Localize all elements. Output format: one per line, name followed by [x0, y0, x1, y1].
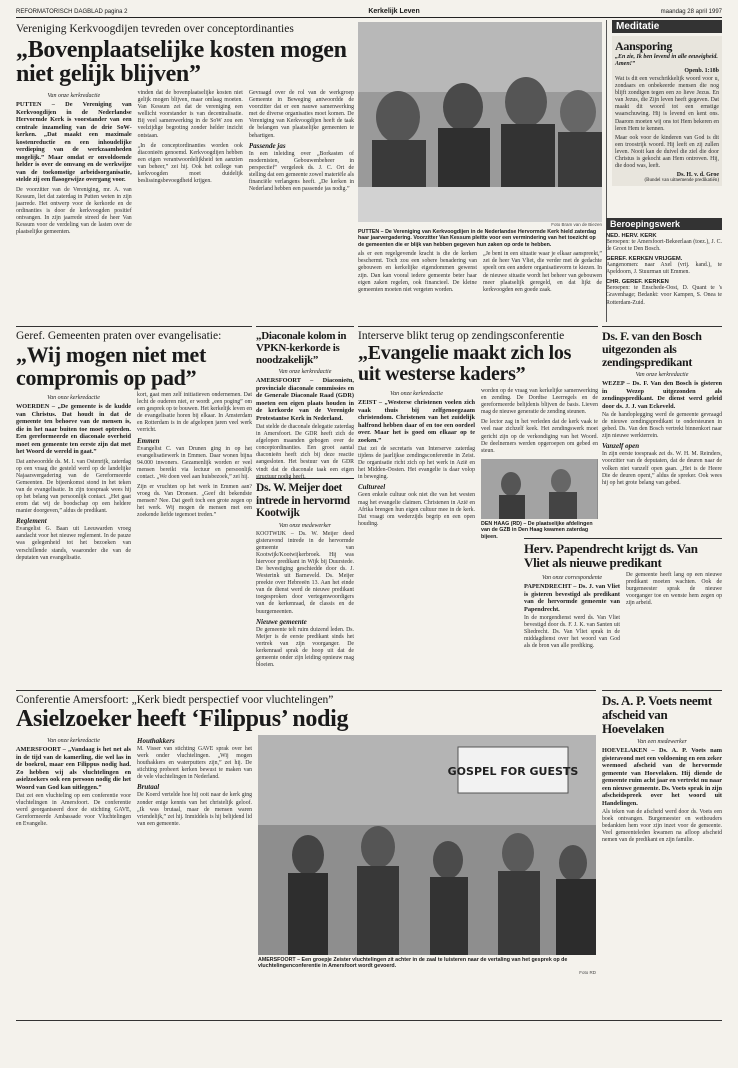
article-body: vinden dat de bovenplaatselijke kosten niet gelijk mogen blijven, maar omlaag moeten. Van Kessum zei dat de vereniging een wellicht voorstander is van decentralisatie. Bij veel samenwerking in de SoW zou een veelzijdige begroting zonder helder inzicht ontstaan. [137, 90, 243, 139]
article-byline: Van onze kerkredactie [47, 93, 101, 99]
photo-caption: PUTTEN – De Vereniging van Kerkvoogdijen in de Nederlandse Hervormde Kerk hield zaterdag haar jaarvergadering. Voorzitter Van Kessum pleitte voor een vermindering van het toezicht op de gemeenten die er blijk van hebben gegeven hun zaken op orde te hebben. [358, 229, 597, 248]
article-headline: „Evangelie maakt zich los uit westerse kaders” [358, 342, 572, 385]
article-body: Gevraagd over de rol van de werkgroep Gemeente in Beweging antwoordde de voorzitter dat er een nauwe samenwerking met de diverse organisaties moet komen. De Vereniging van Kerkvoogdijen heeft de taak de belangen van plaatselijke gemeenten te behartigen. [248, 90, 354, 139]
article-subhead: Emmen [137, 436, 160, 445]
article-body: Dat zei een vluchteling op een conferentie voor vluchtelingen in Amersfoort. De conferentie werd georganiseerd door de stichting GAVE, Gereformeerde Ambassade voor Vluchtelingen en Evangelie. [16, 793, 131, 828]
sidebar-beroepingswerk [606, 218, 722, 322]
article-lead: WOERDEN – „De gemeente is de kudde van Christus. Dat houdt in dat de gemeente ten behoeve van de mensen is, die in het naar buiten toe moet optreden. Een gereformeerde en diaconale overheid moet een gemeente ten eerste zijn dat met het Woord de wereld in gaat.” [16, 403, 131, 455]
section-title: Kerkelijk Leven [368, 8, 420, 15]
article-papendrecht [524, 538, 722, 686]
article-body: Evangelist C. van Drunen ging in op het evangelisatiewerk in Emmen. Daar wonen bijna 94.000 inwoners. Gezamenlijk worden er veel mensen bereikt via lectuur en persoonlijk contact. „We doen veel aan huisbezoek,” zei hij. [137, 445, 252, 480]
meditatie-quote: „En zie, Ik ben levend in alle eeuwigheid. Amen!” [615, 54, 718, 67]
article-kicker: Interserve blikt terug op zendingsconferentie [358, 330, 565, 342]
article-body: kort, gaat men zelf initiatieven ondernemen. Dat lecht de ouderen niet, er wordt „een poging” om een gesprek op te bouwen. Het kerkelijk leven en de evangelisatie horen bij elkaar. In Amsterdam en Rotterdam is in de afgelopen jaren veel werk verricht. [137, 392, 252, 434]
article-body: Dat stelde de diaconale delegatie zaterdag in Amersfoort. De GDR heeft zich de afgelopen maanden gebogen over de conceptordinanties. Een groot aantal diaconieën heeft zich bij deze reactie aangesloten. Het bestuur van de GDR vindt dat de diaconale taak een eigen structuur nodig heeft. [256, 424, 354, 480]
article-headline: Asielzoeker heeft ‘Filippus’ nodig [16, 706, 349, 732]
article-evangelisatie [16, 326, 252, 686]
article-body: De gemeente telt ruim duizend leden. Ds. Meijer is de eerste predikant sinds het vertrek van zijn voorganger. De kerkenraad sprak de hoop uit dat de gemeente onder zijn leiding opnieuw mag bloeien. [256, 626, 354, 669]
article-kicker: Geref. Gemeenten praten over evangelisatie: [16, 330, 222, 342]
article-body: De voorzitter van de Vereniging, mr. A. van Kessum, liet dat zaterdag in Putten weten in zijn jaarrede. Het ontwerp voor de kerkorde en de ordinanties is door de kerkvoogden positief ontvangen. In zijn jaarrede streed de heer Van Kessum voor de verdeling van de lasten over de plaatselijke gemeenten. [16, 186, 132, 236]
article-body: De lector zag in het verleden dat de kerk vaak te veel naar zichzelf keek. Het zendingswerk moet gericht zijn op de verkondiging van het Woord. De deelnemers werden opgeroepen om gebed en steun. [481, 419, 598, 454]
church-body: Aangenomen: naar Axel (vrij. kand.), te Apeldoorn, J. Stuurman uit Emmen. [606, 262, 722, 276]
article-body: Na de handoplegging werd de gemeente gevraagd de nieuwe zendingspredikant te ondersteunen in gebed. Ds. Van den Bosch vertrekt binnenkort naar zijn nieuwe werkterrein. [602, 412, 722, 440]
article-byline: Van onze kerkredactie [390, 391, 443, 397]
article-body: Dat antwoordde ds. M. I. van Ostenrijk, zaterdag op een vraag die gesteld werd op de landelijke Najaarsvergadering van de Gereformeerde Gemeenten. De bijeenkomst stond in het teken van de evangelisatie. In zijn toespraak wees hij op het belang van persoonlijk contact. „Het gaat erom dat wij de boodschap op een heldere manier doorgeven,” aldus de predikant. [16, 458, 131, 515]
meditatie-reference: Openb. 1:18b [684, 68, 719, 74]
article-body: In de morgendienst werd ds. Van Vliet bevestigd door ds. F. J. K. van Santen uit Sliedrecht. Ds. Van Vliet sprak in de middagdienst over het woord van God als de bron van alle prediking. [524, 615, 620, 650]
article-subhead: Cultureel [358, 483, 386, 492]
article-body: M. Visser van stichting GAVE sprak over het werk onder vluchtelingen. „Wij mogen houthakkers en waterputters zijn,” zei hij. De stichting probeert kerken bewust te maken van de vele vluchtelingen in Nederland. [137, 746, 252, 781]
article-headline: Ds. F. van den Bosch uitgezonden als zendingspredikant [602, 329, 702, 369]
meditatie-source: (Bundel van uitnemende predikatiën) [644, 178, 719, 184]
page-footer-rule [16, 1020, 722, 1021]
article-body: In een inleiding over „Borkasten of modernisten, Gebouwenbeheer in perspectief” vergeleek ds. J. C. Ort de stelling dat een gemeente zowel materiële als financiële verlangens heeft. „De kerken in Nederland hebben een passende jas nodig.” [248, 150, 354, 193]
article-byline: Van onze kerkredactie [47, 395, 100, 401]
article-byline: Van onze kerkredactie [278, 369, 332, 375]
article-lead: AMERSFOORT – Diaconieën, provinciale diaconale commissies en de Generale Diaconale Raad (GDR) moeten een eigen plaats houden in de kerkorde van de Verenigde Protestantse Kerk in Nederland. [256, 377, 354, 422]
article-body: Dat zei de secretaris van Interserve zaterdag tijdens de jaarlijkse zendingsconferentie in Zeist. De organisatie richt zich op het werk in Azië en het Midden-Oosten. Het evangelie is daar volop in beweging. [358, 446, 475, 481]
article-body: Zijn er vruchten op het werk in Emmen aan? vroeg ds. Van Dronsen. „Geef dit bekendste mensen? Nee. Dat geeft toch een grote zegen op het werk. Wij mogen de mensen met een zoekende liefde tegemoet treden.” [137, 484, 252, 519]
church-heading: GEREF. KERKEN VRIJGEM. [606, 256, 683, 263]
photo [358, 22, 602, 222]
article-diaconale-kolom [256, 326, 354, 480]
article-subhead: Brutaal [137, 783, 160, 792]
article-lead: HOEVELAKEN – Ds. A. P. Voets nam gisteravond met een voldoening en een zeker weemoed afscheid van de hervormde gemeente van Hoevelaken. Hij diende de gemeente ruim acht jaar en vertrekt nu naar een nieuwe gemeente. Ds. Voets sprak in zijn afscheidspreek over het woord uit Handelingen. [602, 747, 722, 807]
photo-caption: AMERSFOORT – Een groepje Zeister vluchtelingen zit achter in de zaal te luisteren naar de vertaling van het gesprek op de vluchtelingenconferentie in Amersfoort wordt gevoerd. [258, 957, 568, 970]
article-body: Evangelist G. Baan uit Leeuwarden vroeg aandacht voor het nieuwe reglement. In de pauze was gelegenheid tot het bezoeken van verschillende stands, waaronder die van de deputaten van evangelisatie. [16, 526, 131, 561]
article-headline: „Wij mogen niet met compromis op pad” [16, 342, 207, 390]
article-lead: AMERSFOORT – „Vandaag is het net als in de tijd van de kamerling, die wel las in de boekrol, maar een Filippus nodig had. Zo hebben wij als vluchtelingen en asielzoekers ook een persoon nodig die het Woord van God kan uitleggen.” [16, 746, 131, 791]
article-body: als er een regelgevende kracht is die de kerken beschermt. Toch zou een sobere benadering van gebouwen en kerkelijke eigendommen gewenst zijn. Dan kan vooral iedere gemeente beter haar eigen zaken regelen, ook financieel. De kleine gemeenten moeten niet vergeten worden. [358, 251, 477, 293]
photo-credit: Foto RD [579, 969, 596, 975]
beroepingswerk-label: Beroepingswerk [606, 218, 722, 230]
article-headline: „Diaconale kolom in VPKN-kerkorde is noodzakelijk” [256, 330, 347, 366]
photo-kerkvoogdijen [358, 22, 602, 322]
article-kicker: Vereniging Kerkvoogdijen tevreden over conceptordinanties [16, 23, 294, 35]
article-body: De Koerd vertelde hoe hij ooit naar de kerk ging zonder enige kennis van het christelijk geloof. „Ik was brutaal, maar de mensen waren vriendelijk,” zei hij. Inmiddels is hij belijdend lid van een gemeente. [137, 792, 252, 827]
church-body: Beroepen: te Amersfoort-Bekeerlaan (toez.), J. C. de Groot te Den Bosch. [606, 239, 722, 253]
photo-vluchtelingen [258, 735, 596, 955]
article-body: De gemeente heeft lang op een nieuwe predikant moeten wachten. Ook de burgemeester sprak de nieuwe voorganger toe en wenste hem zegen op zijn arbeid. [626, 572, 722, 607]
article-lead: PAPENDRECHT – Ds. J. van Vliet is gisteren bevestigd als predikant van de hervormde gemeente van Papendrecht. [524, 583, 620, 613]
article-lead: PUTTEN – De Vereniging van Kerkvoogdijen in de Nederlandse Hervormde Kerk is voorstander van een centrale inzameling van de drie SoW-kerken. „Dat maakt een maximale kostenreductie en een inhoudelijke verdieping van de werkzaamheden mogelijk.” Maar omdat er onvoldoende helder is over de omvang en de werkwijze van de toekomstige arbeidsorganisatie, stelde zij een flasogewijze overgang voor. [16, 101, 132, 183]
church-body: Beroepen: te Enschede-Oost, D. Quant te 's Gravenhage; Bedankt: voor Kampen, S. Onea te Rotterdam-Zuid. [606, 285, 722, 306]
photo-credit: Foto Bram van de Biezen [551, 222, 602, 227]
article-body: Als teken van de afscheid werd door ds. Voets een boek ontvangen. Burgemeester en wethouders bedankten hem voor zijn inzet voor de gemeente. Veel gemeenteleden kwamen na afloop afscheid nemen van de predikant en zijn familie. [602, 809, 722, 844]
article-van-den-bosch [602, 326, 722, 534]
meditatie-body: Maar ook voor de kinderen van God is dit een troostrijk woord. Hij leeft en zij zullen leven. Nooit kan de duivel die ziel die door Christus is gekocht aan Hem ontroven. Hij, die dood was, leeft. [615, 134, 719, 170]
article-kicker: Conferentie Amersfoort: „Kerk biedt perspectief voor vluchtelingen” [16, 694, 334, 706]
page-header [16, 6, 722, 18]
church-heading: CHR. GEREF. KERKEN [606, 279, 669, 286]
article-byline: Van een medewerker [637, 739, 687, 745]
article-asielzoeker [16, 690, 596, 1020]
header-date: maandag 28 april 1997 [660, 9, 722, 15]
article-body: „Je bent in een situatie waar je elkaar aanspreekt,” zei de heer Van Vliet, die verder met de gedachte speelt om een andere organisatievorm te kiezen. In de nieuwe situatie wordt het beheer van gebouwen meer plaatselijk geregeld, en dat lijkt de kerkvoogden een goede zaak. [483, 251, 602, 293]
header-left: REFORMATORISCH DAGBLAD pagina 2 [16, 9, 128, 15]
article-subhead: Passende jas [248, 141, 286, 150]
article-byline: Van onze medewerker [278, 522, 332, 529]
article-subhead: Houthakkers [137, 737, 175, 745]
article-voets-hoevelaken [602, 690, 722, 1020]
church-heading: NED. HERV. KERK [606, 233, 657, 239]
article-body: „In de conceptordinanties worden ook diaconieën genoemd. Kerkvoogdijen hebben een eigen verantwoordelijkheid ten aanzien van beheer,” zei hij. Ook het college van kerkvoogden moet duidelijk beslissingsbevoegdheid krijgen. [137, 142, 243, 185]
article-body: KOOTWIJK – Ds. W. Meijer deed gisteravond intrede in de hervormde gemeente van Kootwijk/Kootwijkerbroek. Hij was hiervoor predikant in Wijk bij Duurstede. De bevestiging geschiedde door ds. J. Westerink uit Barneveld. Ds. Meijer preekte over Hebreeën 13. Aan het einde van de dienst werd de nieuwe predikant toegesproken door vertegenwoordigers van de kerkenraad, de classis en de buurgemeenten. [256, 530, 354, 615]
photo-caption: DEN HAAG (RD) – De plaatselijke afdelingen van de GZB in Den Haag kwamen zaterdag bijeen. [481, 520, 593, 540]
article-body: worden op de vraag van kerkelijke samenwerking en zending. De Dordtse Leerregels en de gereformeerde belijdenis blijven de basis. Lieven mag de nieuwe generatie de zending steunen. [481, 388, 598, 416]
conference-photo-image [258, 735, 596, 955]
meditatie-box [612, 36, 722, 186]
article-byline: Van onze correspondente [541, 575, 603, 581]
article-lead: ZEIST – „Westerse christenen voelen zich vaak thuis bij zelfgenoegzaam christendom. Christenen van het zuidelijk halfrond hebben daar of en toe een oordeel over. Maar het is goed om elkaar op te zoeken.” [358, 399, 475, 444]
article-meijer-kootwijk [256, 478, 354, 686]
meditatie-title: Aansporing [615, 39, 673, 53]
article-body: Geen enkele cultuur ook niet die van het westen mag het evangelie claimen. Christenen in Azië en Afrika brengen hun eigen cultuur mee in de kerk. Dat vraagt om wederzijds begrip en een open houding. [358, 492, 475, 527]
gzb-photo-image [481, 459, 597, 519]
article-headline: „Bovenplaatselijke kosten mogen niet gelijk blijven” [16, 37, 347, 87]
article-body: In zijn eerste toespraak zei ds. W. H. M. Reinders, voorzitter van de deputaten, dat de deuren naar de volken niet vanzelf open gaan. „Het is de Heere Die de deuren opent,” aldus de spreker. Ook wees hij op het grote belang van gebed. [602, 451, 722, 486]
article-headline: Herv. Papendrecht krijgt ds. Van Vliet als nieuwe predikant [524, 541, 698, 570]
article-byline: Van onze kerkredactie [47, 738, 100, 744]
article-headline: Ds. W. Meijer doet intrede in hervormd Kootwijk [256, 482, 350, 519]
article-subhead: Vanzelf open [602, 442, 640, 451]
gzb-photo [481, 459, 598, 519]
article-subhead: Nieuwe gemeente [256, 617, 307, 626]
article-headline: Ds. A. P. Voets neemt afscheid van Hoevelaken [602, 693, 712, 736]
article-lead: WEZEP – Ds. F. Van den Bosch is gisteren in Wezep uitgezonden als zendingspredikant. De dienst werd geleid door ds. J. J. van Eckeveld. [602, 380, 722, 410]
meditatie-body: Wat is dit een verschrikkelijk woord voor u, zondaars en onbekeerde mensen die nog blijft zondigen tegen een zo lieve Jezus. En van Jezus, die Zijn leven heeft gegeven. Dat maakt dit woord tot een ernstige waarschuwing. Hij is levend en kent ons. Daarom moeten wij ons tot Hem bekeren en leren Hem te kennen. [615, 76, 719, 132]
meditatie-label: Meditatie [612, 20, 722, 33]
meditatie-author: Ds. H. v. d. Groe [676, 172, 719, 179]
meeting-photo-image [358, 22, 602, 222]
article-subhead: Reglement [16, 517, 47, 526]
article-byline: Van onze kerkredactie [635, 372, 689, 378]
article-kerkvoogdijen [16, 22, 354, 322]
gospel-sign-text: GOSPEL FOR GUESTS [447, 765, 579, 778]
